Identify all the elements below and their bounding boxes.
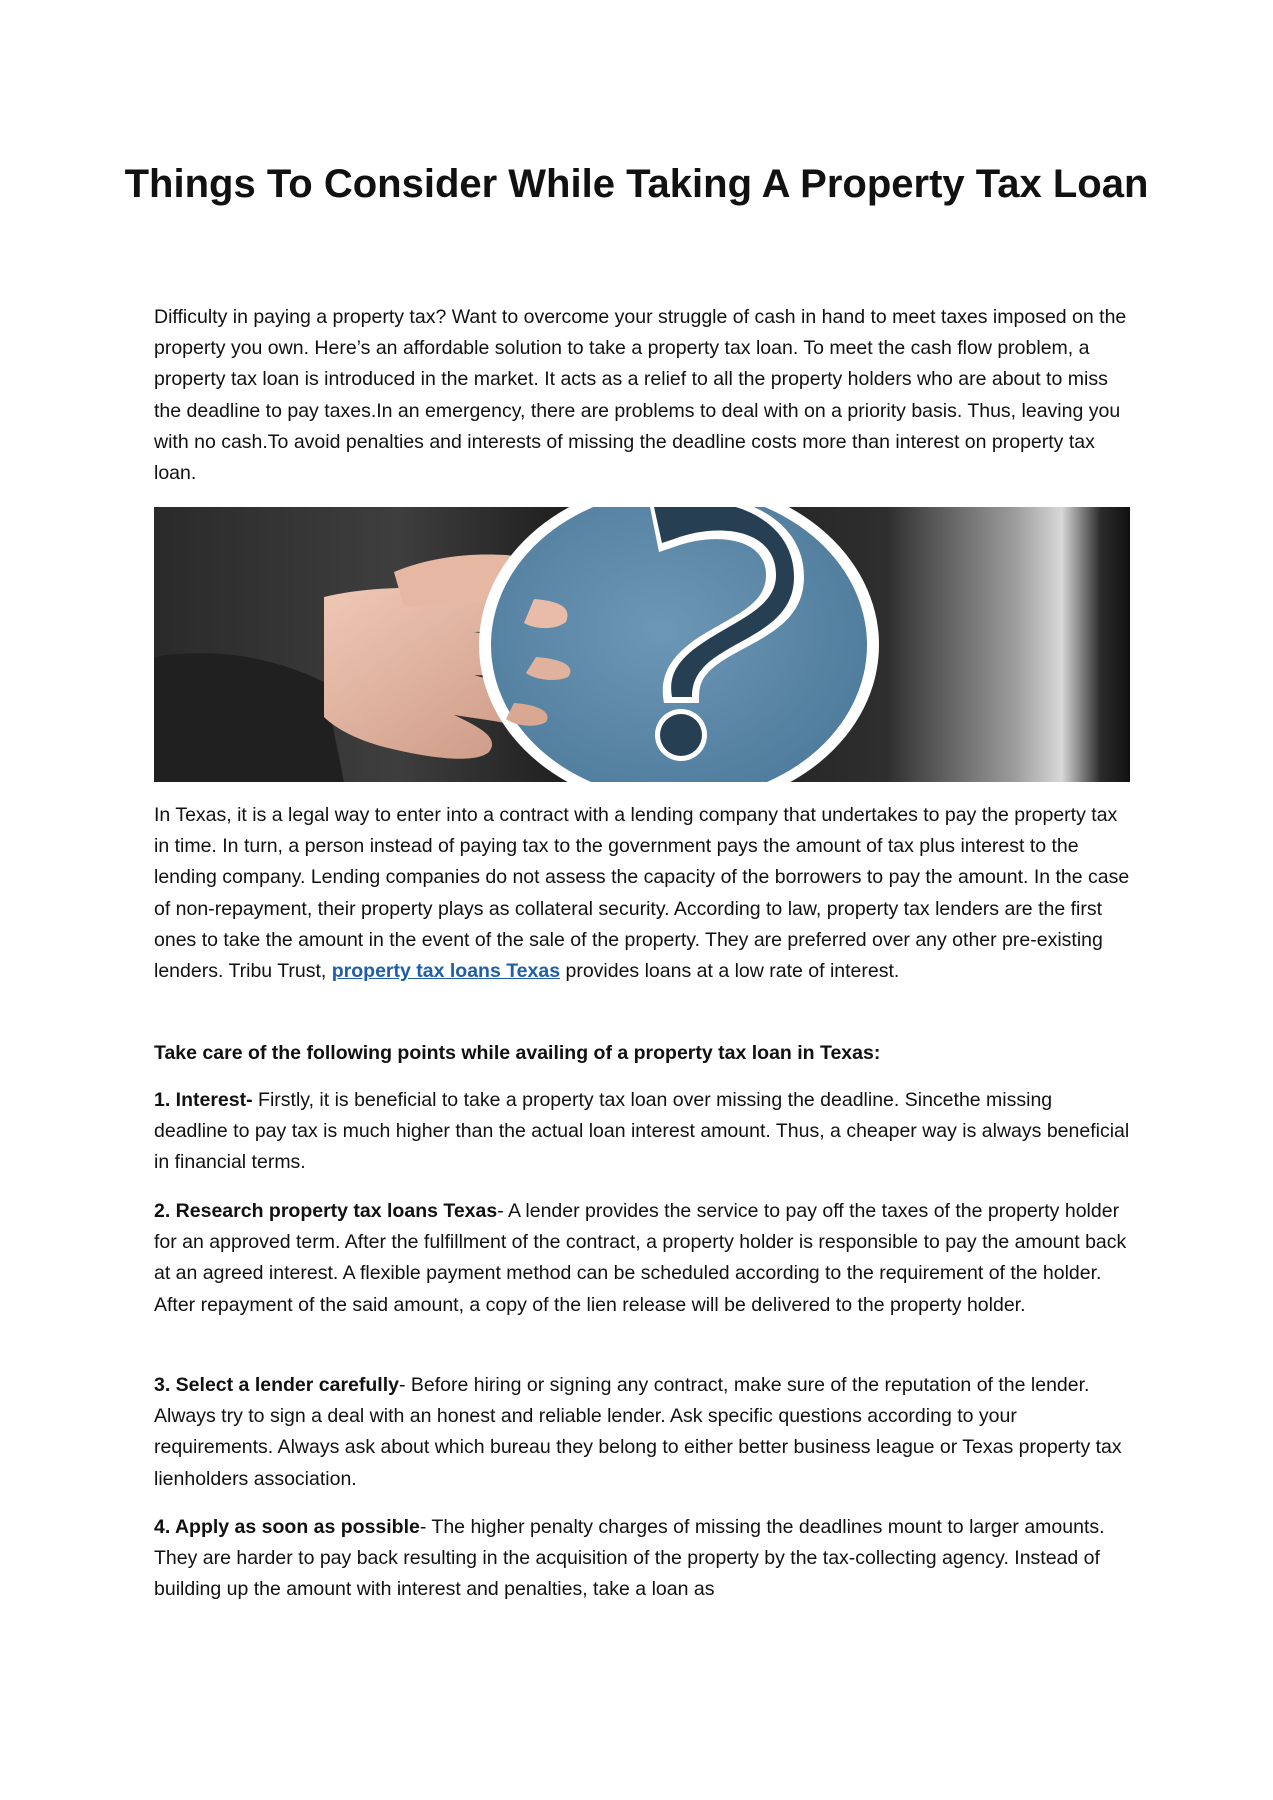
point-text: Firstly, it is beneficial to take a property tax loan over missing the deadline. Sincethe missing deadline to pay tax is much higher than the actual loan interest amount. Thus, a cheaper way is always beneficial in financial terms.	[154, 1089, 1130, 1174]
body-text-after-link: provides loans at a low rate of interest.	[560, 960, 900, 983]
point-lead: 4. Apply as soon as possible	[154, 1516, 420, 1538]
point-apply-soon	[154, 1512, 1130, 1606]
point-lead: 2. Research property tax loans Texas	[154, 1200, 498, 1222]
points-heading: Take care of the following points while availing of a property tax loan in Texas:	[154, 1042, 881, 1064]
point-interest	[154, 1085, 1130, 1179]
point-text: - Before hiring or signing any contract, make sure of the reputation of the lender. Always try to sign a deal with an honest and reliable lender. Ask specific questions according to your requirements. Always ask about which bureau they belong to either better business league or Texas property tax lienholders association.	[154, 1374, 1122, 1490]
property-tax-loans-texas-link[interactable]: property tax loans Texas	[331, 960, 561, 983]
point-select-lender	[154, 1370, 1130, 1495]
body-paragraph	[154, 800, 1130, 987]
question-mark-icon	[154, 507, 1130, 782]
point-research	[154, 1196, 1130, 1321]
body-text-before-link: In Texas, it is a legal way to enter into a contract with a lending company that undertakes to pay the property tax in time. In turn, a person instead of paying tax to the government pays the amount of tax plus interest to the lending company. Lending companies do not assess the capacity of the borrowers to pay the amount. In the case of non-repayment, their property plays as collateral security. According to law, property tax lenders are the first ones to take the amount in the event of the sale of the property. They are preferred over any other pre-existing lenders. Tribu Trust,	[154, 804, 1130, 983]
intro-paragraph: Difficulty in paying a property tax? Want to overcome your struggle of cash in hand to meet taxes imposed on the property you own. Here’s an affordable solution to take a property tax loan. To meet the cash flow problem, a property tax loan is introduced in the market. It acts as a relief to all the property holders who are about to miss the deadline to pay taxes.In an emergency, there are problems to deal with on a priority basis. Thus, leaving you with no cash.To avoid penalties and interests of missing the deadline costs more than interest on property tax loan.	[154, 306, 1127, 485]
hero-image	[154, 507, 1130, 782]
point-text: - A lender provides the service to pay off the taxes of the property holder for an approved term. After the fulfillment of the contract, a property holder is responsible to pay the amount back at an agreed interest. A flexible payment method can be scheduled according to the requirement of the holder. After repayment of the said amount, a copy of the lien release will be delivered to the property holder.	[154, 1200, 1127, 1316]
page-title: Things To Consider While Taking A Property Tax Loan	[124, 162, 1149, 206]
point-lead: 1. Interest-	[154, 1089, 253, 1111]
point-text: - The higher penalty charges of missing the deadlines mount to larger amounts. They are harder to pay back resulting in the acquisition of the property by the tax-collecting agency. Instead of building up the amount with interest and penalties, take a loan as	[154, 1516, 1105, 1601]
point-lead: 3. Select a lender carefully	[154, 1374, 399, 1396]
